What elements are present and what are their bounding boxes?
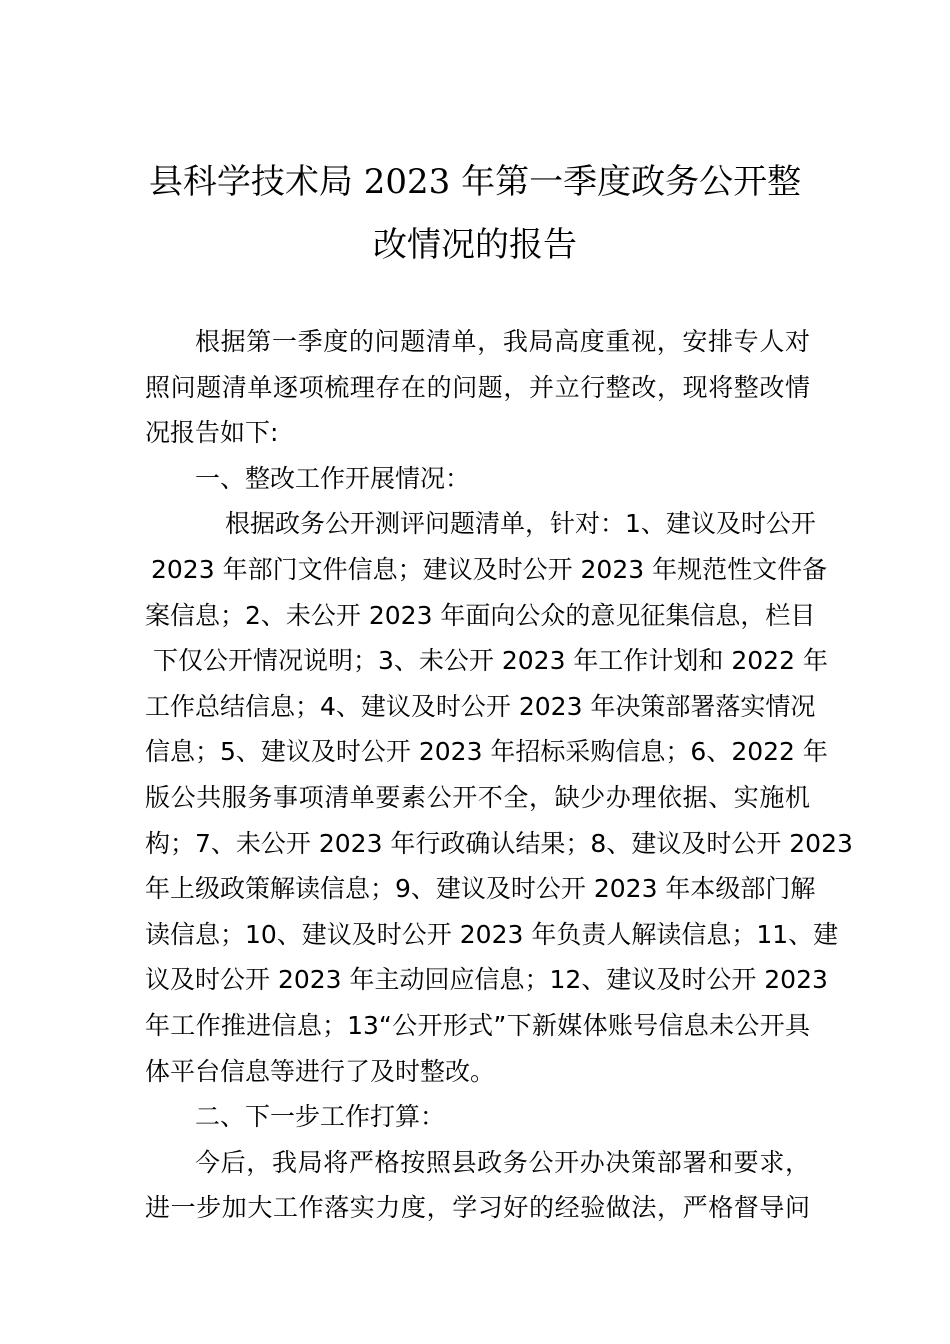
paragraph-line: 2023 年部门文件信息；建议及时公开 2023 年规范性文件备 bbox=[151, 554, 828, 584]
paragraph-line: 构；7、未公开 2023 年行政确认结果；8、建议及时公开 2023 bbox=[145, 828, 853, 858]
section-heading-2: 二、下一步工作打算： bbox=[195, 1102, 446, 1132]
paragraph-line: 年上级政策解读信息；9、建议及时公开 2023 年本级部门解 bbox=[145, 874, 816, 904]
paragraph-line: 况报告如下: bbox=[145, 418, 279, 448]
paragraph-line: 根据政务公开测评问题清单，针对：1、建议及时公开 bbox=[225, 509, 816, 539]
document-title-line-1: 县科学技术局 2023 年第一季度政务公开整 bbox=[148, 162, 802, 202]
paragraph-line: 下仅公开情况说明；3、未公开 2023 年工作计划和 2022 年 bbox=[153, 646, 828, 676]
paragraph-line: 根据第一季度的问题清单，我局高度重视，安排专人对 bbox=[195, 327, 810, 356]
section-heading-1: 一、整改工作开展情况： bbox=[195, 463, 471, 493]
paragraph-line: 议及时公开 2023 年主动回应信息；12、建议及时公开 2023 bbox=[145, 965, 828, 995]
paragraph-line: 进一步加大工作落实力度，学习好的经验做法，严格督导问 bbox=[145, 1193, 810, 1223]
paragraph-line: 今后，我局将严格按照县政务公开办决策部署和要求， bbox=[195, 1147, 810, 1177]
paragraph-line: 照问题清单逐项梳理存在的问题，并立行整改，现将整改情 bbox=[145, 372, 810, 402]
paragraph-line: 案信息；2、未公开 2023 年面向公众的意见征集信息，栏目 bbox=[145, 600, 816, 630]
paragraph-line: 信息；5、建议及时公开 2023 年招标采购信息；6、2022 年 bbox=[145, 737, 828, 767]
document-body bbox=[145, 319, 853, 1231]
paragraph-line: 版公共服务事项清单要素公开不全，缺少办理依据、实施机 bbox=[145, 782, 810, 812]
paragraph-line: 读信息；10、建议及时公开 2023 年负责人解读信息；11、建 bbox=[145, 919, 839, 949]
paragraph-line: 年工作推进信息；13“公开形式”下新媒体账号信息未公开具 bbox=[145, 1010, 810, 1040]
document-title-line-2: 改情况的报告 bbox=[373, 225, 577, 265]
paragraph-line: 体平台信息等进行了及时整改。 bbox=[145, 1056, 496, 1086]
paragraph-line: 工作总结信息；4、建议及时公开 2023 年决策部署落实情况 bbox=[145, 691, 816, 721]
